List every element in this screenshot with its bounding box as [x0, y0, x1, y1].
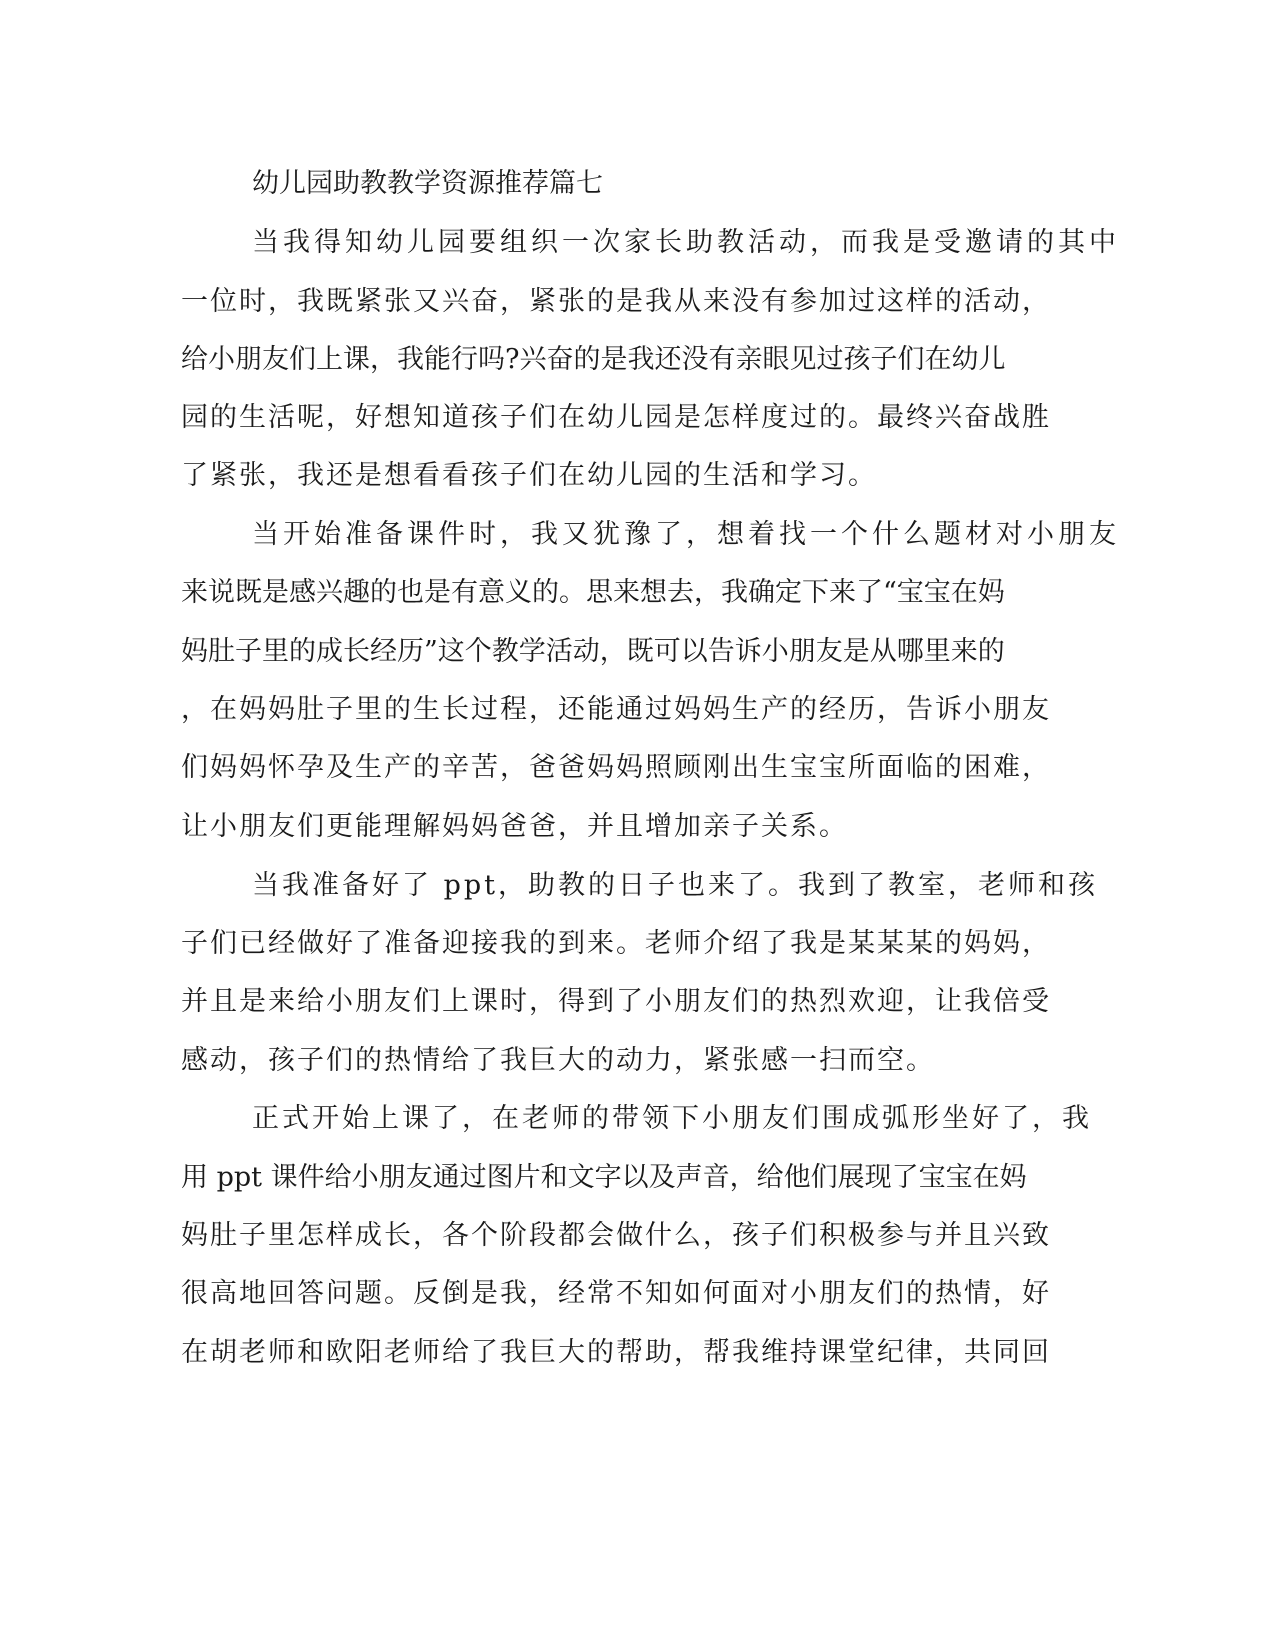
paragraph-line: 当我准备好了 ppt，助教的日子也来了。我到了教室，老师和孩	[252, 870, 1098, 901]
paragraph-line: 园的生活呢，好想知道孩子们在幼儿园是怎样度过的。最终兴奋战胜	[181, 402, 1051, 433]
paragraph-line: 正式开始上课了，在老师的带领下小朋友们围成弧形坐好了，我	[252, 1103, 1092, 1134]
paragraph-line: 妈肚子里怎样成长，各个阶段都会做什么，孩子们积极参与并且兴致	[181, 1220, 1051, 1251]
paragraph-line: 很高地回答问题。反倒是我，经常不知如何面对小朋友们的热情，好	[181, 1278, 1051, 1309]
paragraph-line: 在胡老师和欧阳老师给了我巨大的帮助，帮我维持课堂纪律，共同回	[181, 1337, 1051, 1368]
paragraph-line: 子们已经做好了准备迎接我的到来。老师介绍了我是某某某的妈妈，	[181, 928, 1051, 959]
paragraph-line: 妈肚子里的成长经历”这个教学活动，既可以告诉小朋友是从哪里来的	[181, 636, 1005, 667]
paragraph-line: 当我得知幼儿园要组织一次家长助教活动，而我是受邀请的其中	[252, 227, 1120, 258]
paragraph-line: 给小朋友们上课，我能行吗?兴奋的是我还没有亲眼见过孩子们在幼儿	[181, 344, 1006, 375]
paragraph-line: 用 ppt 课件给小朋友通过图片和文字以及声音，给他们展现了宝宝在妈	[181, 1162, 1027, 1193]
paragraph-line: 们妈妈怀孕及生产的辛苦，爸爸妈妈照顾刚出生宝宝所面临的困难，	[181, 752, 1051, 783]
paragraph-line: 当开始准备课件时，我又犹豫了，想着找一个什么题材对小朋友	[252, 519, 1120, 550]
paragraph-line: 让小朋友们更能理解妈妈爸爸，并且增加亲子关系。	[181, 811, 848, 842]
paragraph-line: 了紧张，我还是想看看孩子们在幼儿园的生活和学习。	[181, 460, 877, 491]
paragraph-line: 感动，孩子们的热情给了我巨大的动力，紧张感一扫而空。	[181, 1045, 935, 1076]
paragraph-line: 来说既是感兴趣的也是有意义的。思来想去，我确定下来了“宝宝在妈	[181, 577, 1005, 608]
paragraph-line: 并且是来给小朋友们上课时，得到了小朋友们的热烈欢迎，让我倍受	[181, 986, 1051, 1017]
document-title: 幼儿园助教教学资源推荐篇七	[252, 168, 603, 199]
paragraph-line: ，在妈妈肚子里的生长过程，还能通过妈妈生产的经历，告诉小朋友	[181, 694, 1051, 725]
paragraph-line: 一位时，我既紧张又兴奋，紧张的是我从来没有参加过这样的活动，	[181, 286, 1051, 317]
